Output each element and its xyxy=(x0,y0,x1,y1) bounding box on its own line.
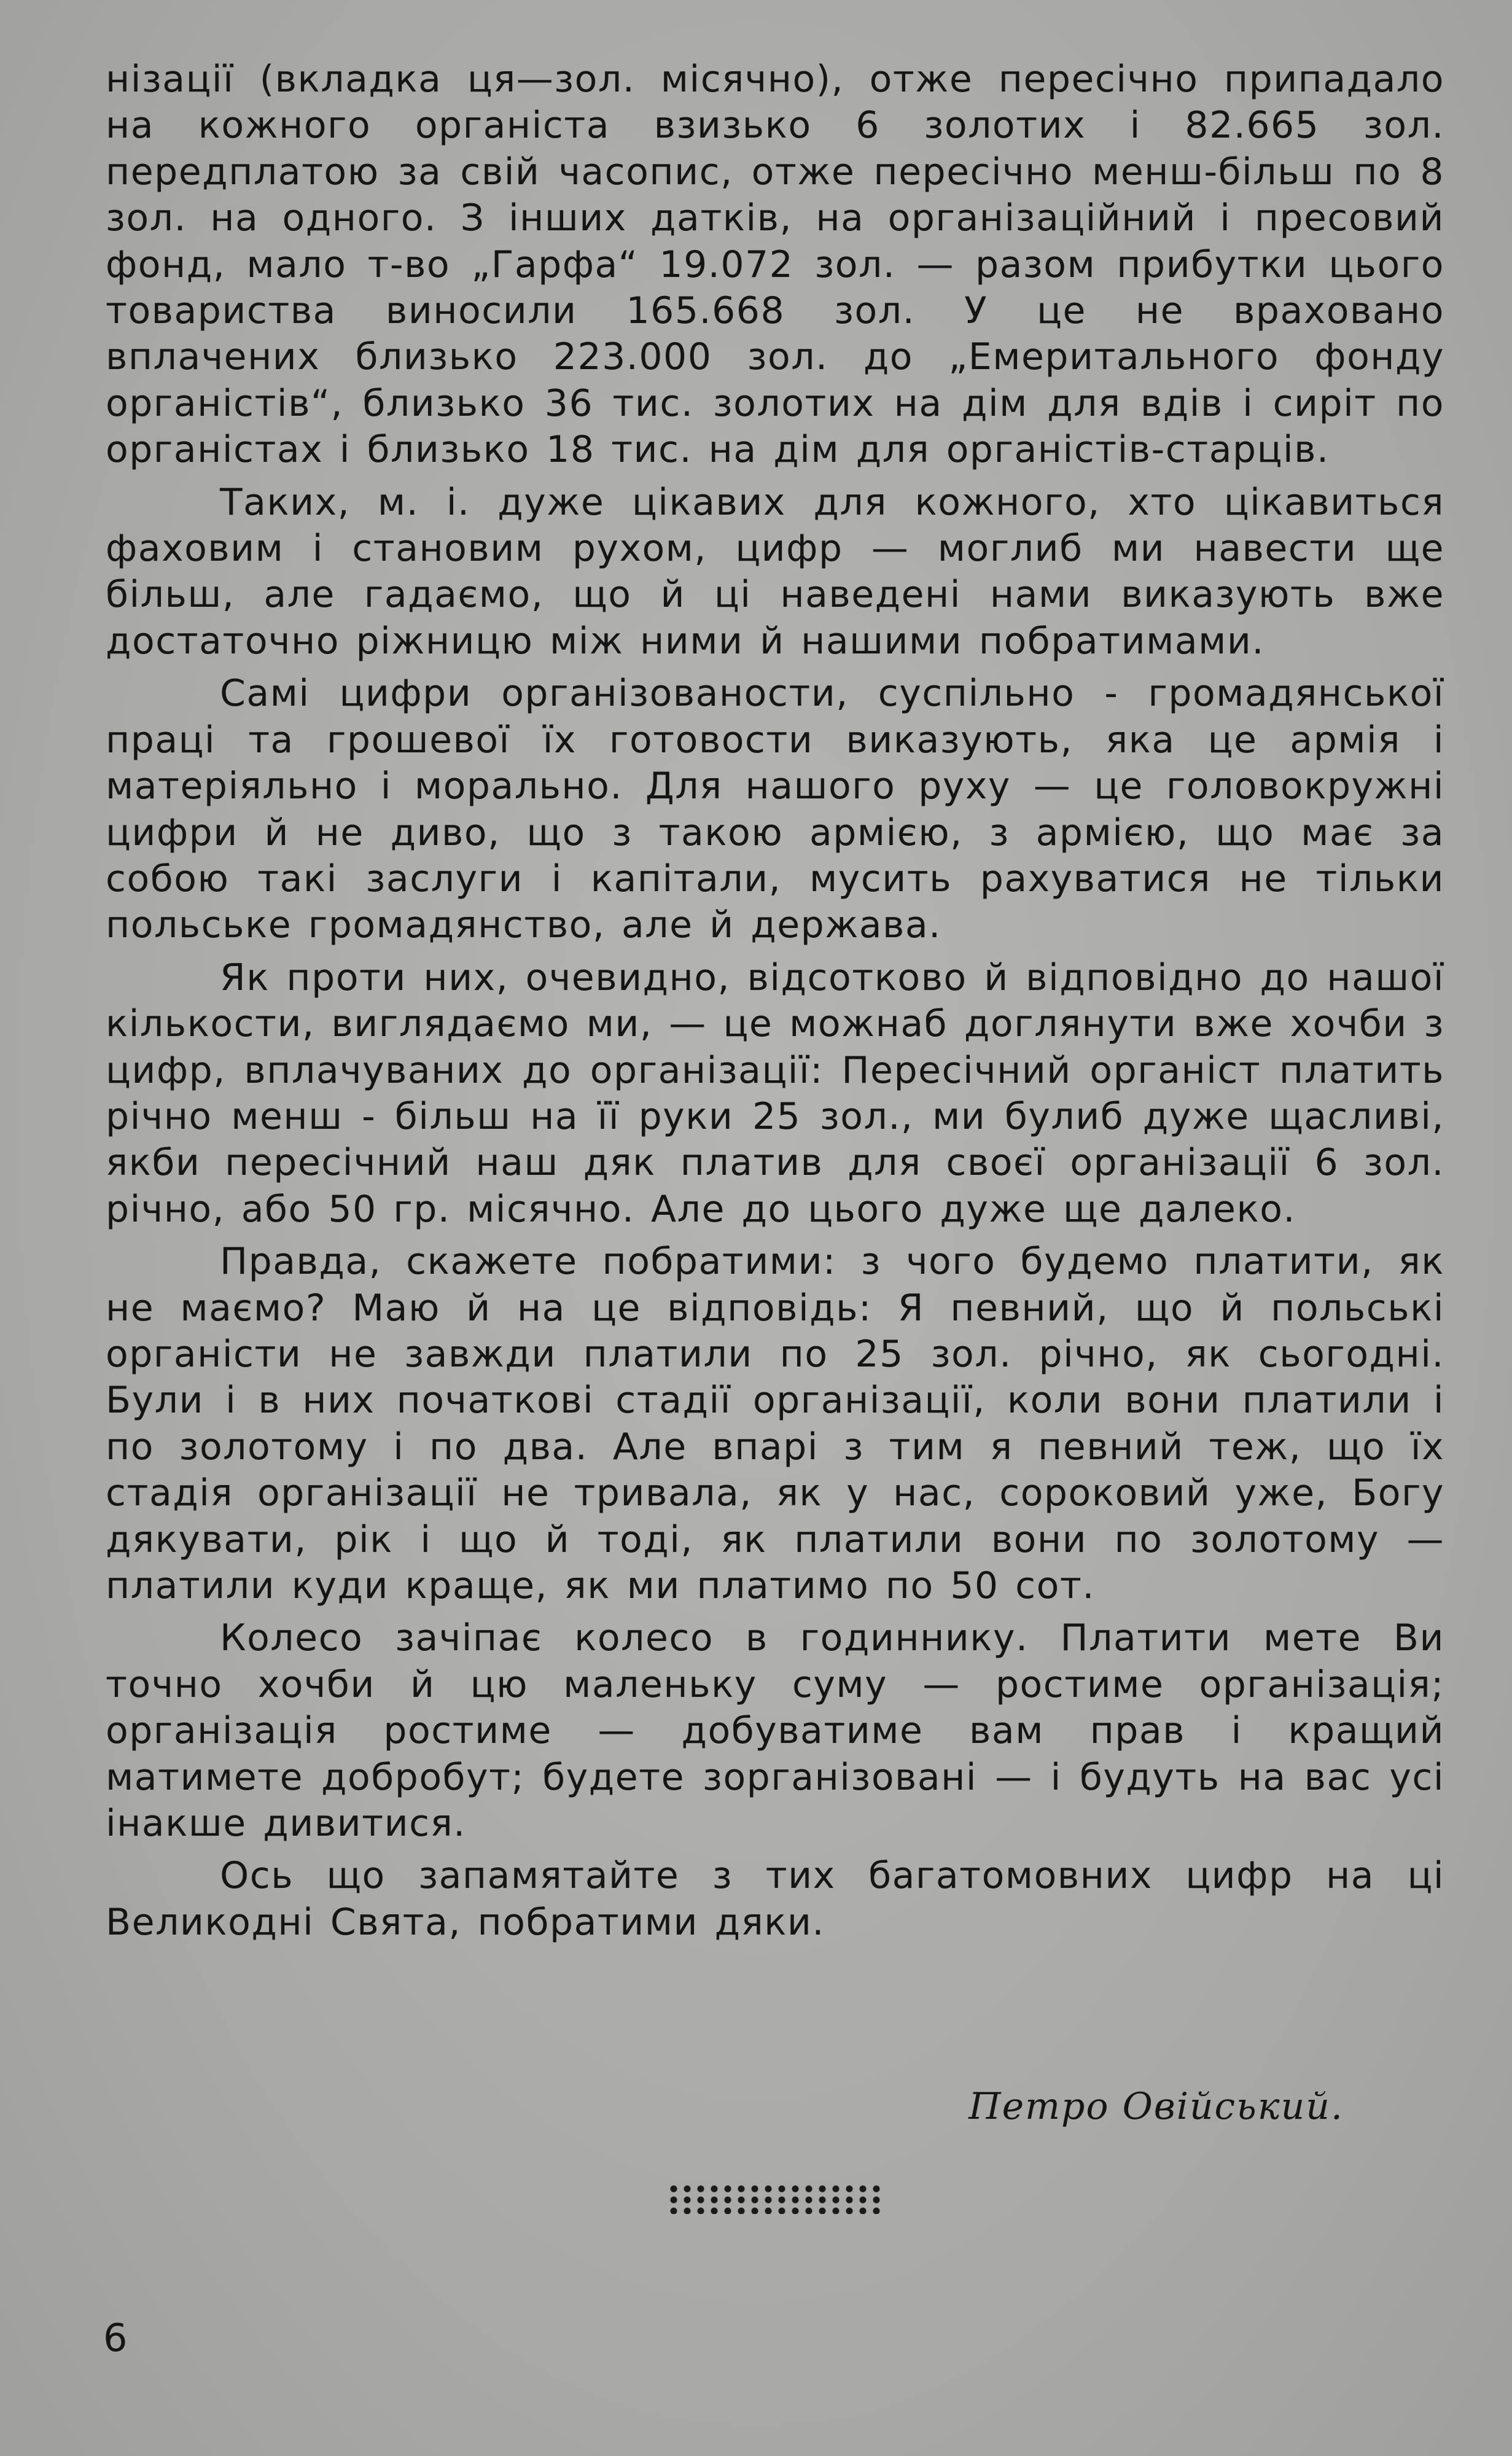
paragraph: Таких, м. і. дуже цікавих для кожного, хто цікавиться фаховим і становим рухом, цифр — моглиб ми навести ще більш, але гадаємо, що й ці наведені нами виказують вже достаточно ріжницю між ними й нашими побратимами. xyxy=(106,480,1444,663)
paragraph-continuation: нізації (вкладка ця—зол. місячно), отже пересічно припадало на кожного органіста взизько 6 золотих і 82.665 зол. передплатою за свій часопис, отже пересічно менш-більш по 8 зол. на одного. З інших датків, на організаційний і пресовий фонд, мало т-во „Гарфа“ 19.072 зол. — разом прибутки цього товариства виносили 165.668 зол. У це не враховано вплачених близько 223.000 зол. до „Емеритального фонду органістів“, близько 36 тис. золотих на дім для вдів і сиріт по органістах і близько 18 тис. на дім для органістів-старців. xyxy=(106,58,1444,472)
author-signature: Петро Овійський. xyxy=(968,2085,1344,2128)
paragraph: Правда, скажете побратими: з чого будемо платити, як не маємо? Маю й на це відповідь: Я певний, що й польські органісти не завжди платили по 25 зол. річно, як сьогодні. Були і в них початкові стадії організації, коли вони платили і по золотому і по два. Але впарі з тим я певний теж, що їх стадія організації не тривала, як у нас, сороковий уже, Богу дякувати, рік і що й тоді, як платили вони по золотому — платили куди краще, як ми платимо по 50 сот. xyxy=(106,1240,1444,1607)
dotted-ornament-divider xyxy=(667,2183,886,2214)
paragraph: Ось що запамятайте з тих багатомовних цифр на ці Великодні Свята, побратими дяки. xyxy=(106,1854,1444,1944)
page-number: 6 xyxy=(103,2315,128,2360)
paragraph: Як проти них, очевидно, відсотково й відповідно до нашої кількости, виглядаємо ми, — це можнаб доглянути вже хочби з цифр, вплачуваних до організації: Пересічний органіст платить річно менш - більш на її руки 25 зол., ми булиб дуже щасливі, якби пересічний наш дяк платив для своєї організації 6 зол. річно, або 50 гр. місячно. Але до цього дуже ще далеко. xyxy=(106,956,1444,1231)
paragraph: Колесо зачіпає колесо в годиннику. Платити мете Ви точно хочби й цю маленьку суму — ростиме організація; організація ростиме — добуватиме вам прав і кращий матимете добробут; будете зорганізовані — і будуть на вас усі інакше дивитися. xyxy=(106,1616,1444,1846)
article-text xyxy=(106,57,1444,1952)
paragraph: Самі цифри організованости, суспільно - громадянської праці та грошевої їх готовости виказують, яка це армія і матеріяльно і морально. Для нашого руху — це головокружні цифри й не диво, що з такою армією, з армією, що має за собою такі заслуги і капітали, мусить рахуватися не тільки польське громадянство, але й держава. xyxy=(106,672,1444,947)
